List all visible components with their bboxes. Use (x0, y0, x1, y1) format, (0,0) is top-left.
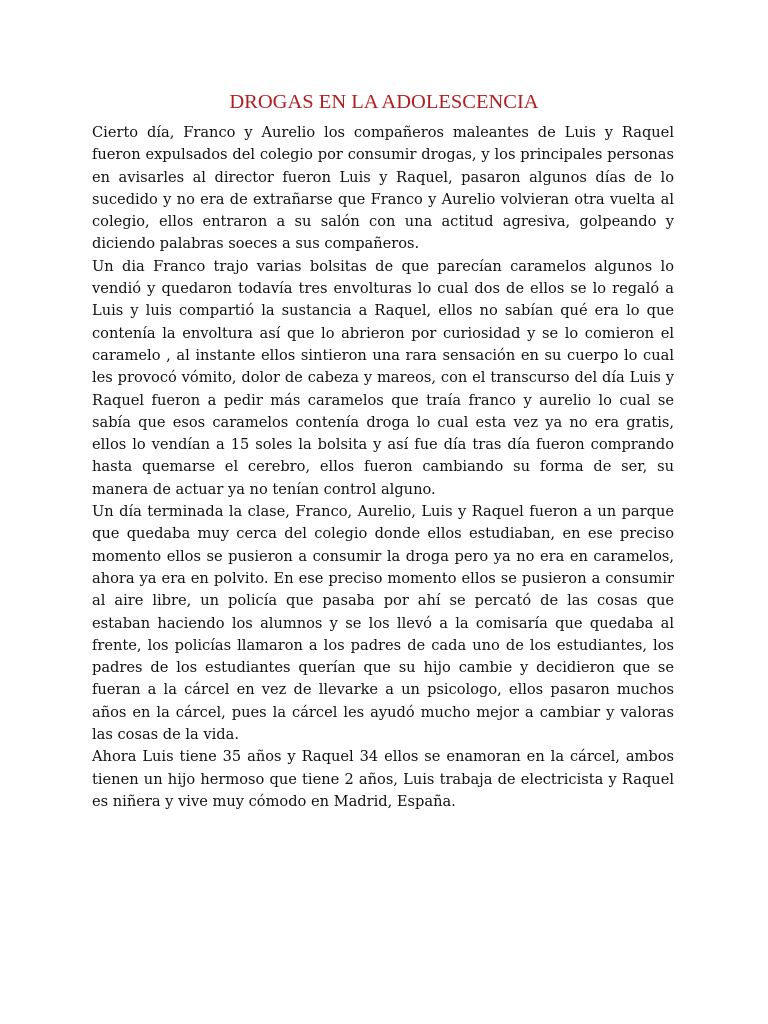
paragraph-1: Cierto día, Franco y Aurelio los compañeros maleantes de Luis y Raquel fueron expulsados del colegio por consumir drogas, y los principales personas en avisarles al director fueron Luis y Raquel, pasaron algunos días de lo sucedido y no era de extrañarse que Franco y Aurelio volvieran otra vuelta al colegio, ellos entraron a su salón con una actitud agresiva, golpeando y diciendo palabras soeces a sus compañeros. (92, 124, 674, 253)
paragraph-4: Ahora Luis tiene 35 años y Raquel 34 ellos se enamoran en la cárcel, ambos tienen un hijo hermoso que tiene 2 años, Luis trabaja de electricista y Raquel es niñera y vive muy cómodo en Madrid, España. (92, 748, 674, 810)
document-title: DROGAS EN LA ADOLESCENCIA (229, 91, 539, 113)
document-body (92, 122, 674, 813)
paragraph-2: Un dia Franco trajo varias bolsitas de que parecían caramelos algunos lo vendió y quedaron todavía tres envolturas lo cual dos de ellos se lo regaló a Luis y luis compartió la sustancia a Raquel, ellos no sabían qué era lo que contenía la envoltura así que lo abrieron por curiosidad y se lo comieron el caramelo , al instante ellos sintieron una rara sensación en su cuerpo lo cual les provocó vómito, dolor de cabeza y mareos, con el transcurso del día Luis y Raquel fueron a pedir más caramelos que traía franco y aurelio lo cual se sabía que esos caramelos contenía droga lo cual esta vez ya no era gratis, ellos lo vendían a 15 soles la bolsita y así fue día tras día fueron comprando hasta quemarse el cerebro, ellos fueron cambiando su forma de ser, su manera de actuar ya no tenían control alguno. (92, 257, 674, 498)
paragraph-3: Un día terminada la clase, Franco, Aurelio, Luis y Raquel fueron a un parque que quedaba muy cerca del colegio donde ellos estudiaban, en ese preciso momento ellos se pusieron a consumir la droga pero ya no era en caramelos, ahora ya era en polvito. En ese preciso momento ellos se pusieron a consumir al aire libre, un policía que pasaba por ahí se percató de las cosas que estaban haciendo los alumnos y se los llevó a la comisaría que quedaba al frente, los policías llamaron a los padres de cada uno de los estudiantes, los padres de los estudiantes querían que su hijo cambie y decidieron que se fueran a la cárcel en vez de llevarke a un psicologo, ellos pasaron muchos años en la cárcel, pues la cárcel les ayudó mucho mejor a cambiar y valoras las cosas de la vida. (92, 503, 674, 744)
